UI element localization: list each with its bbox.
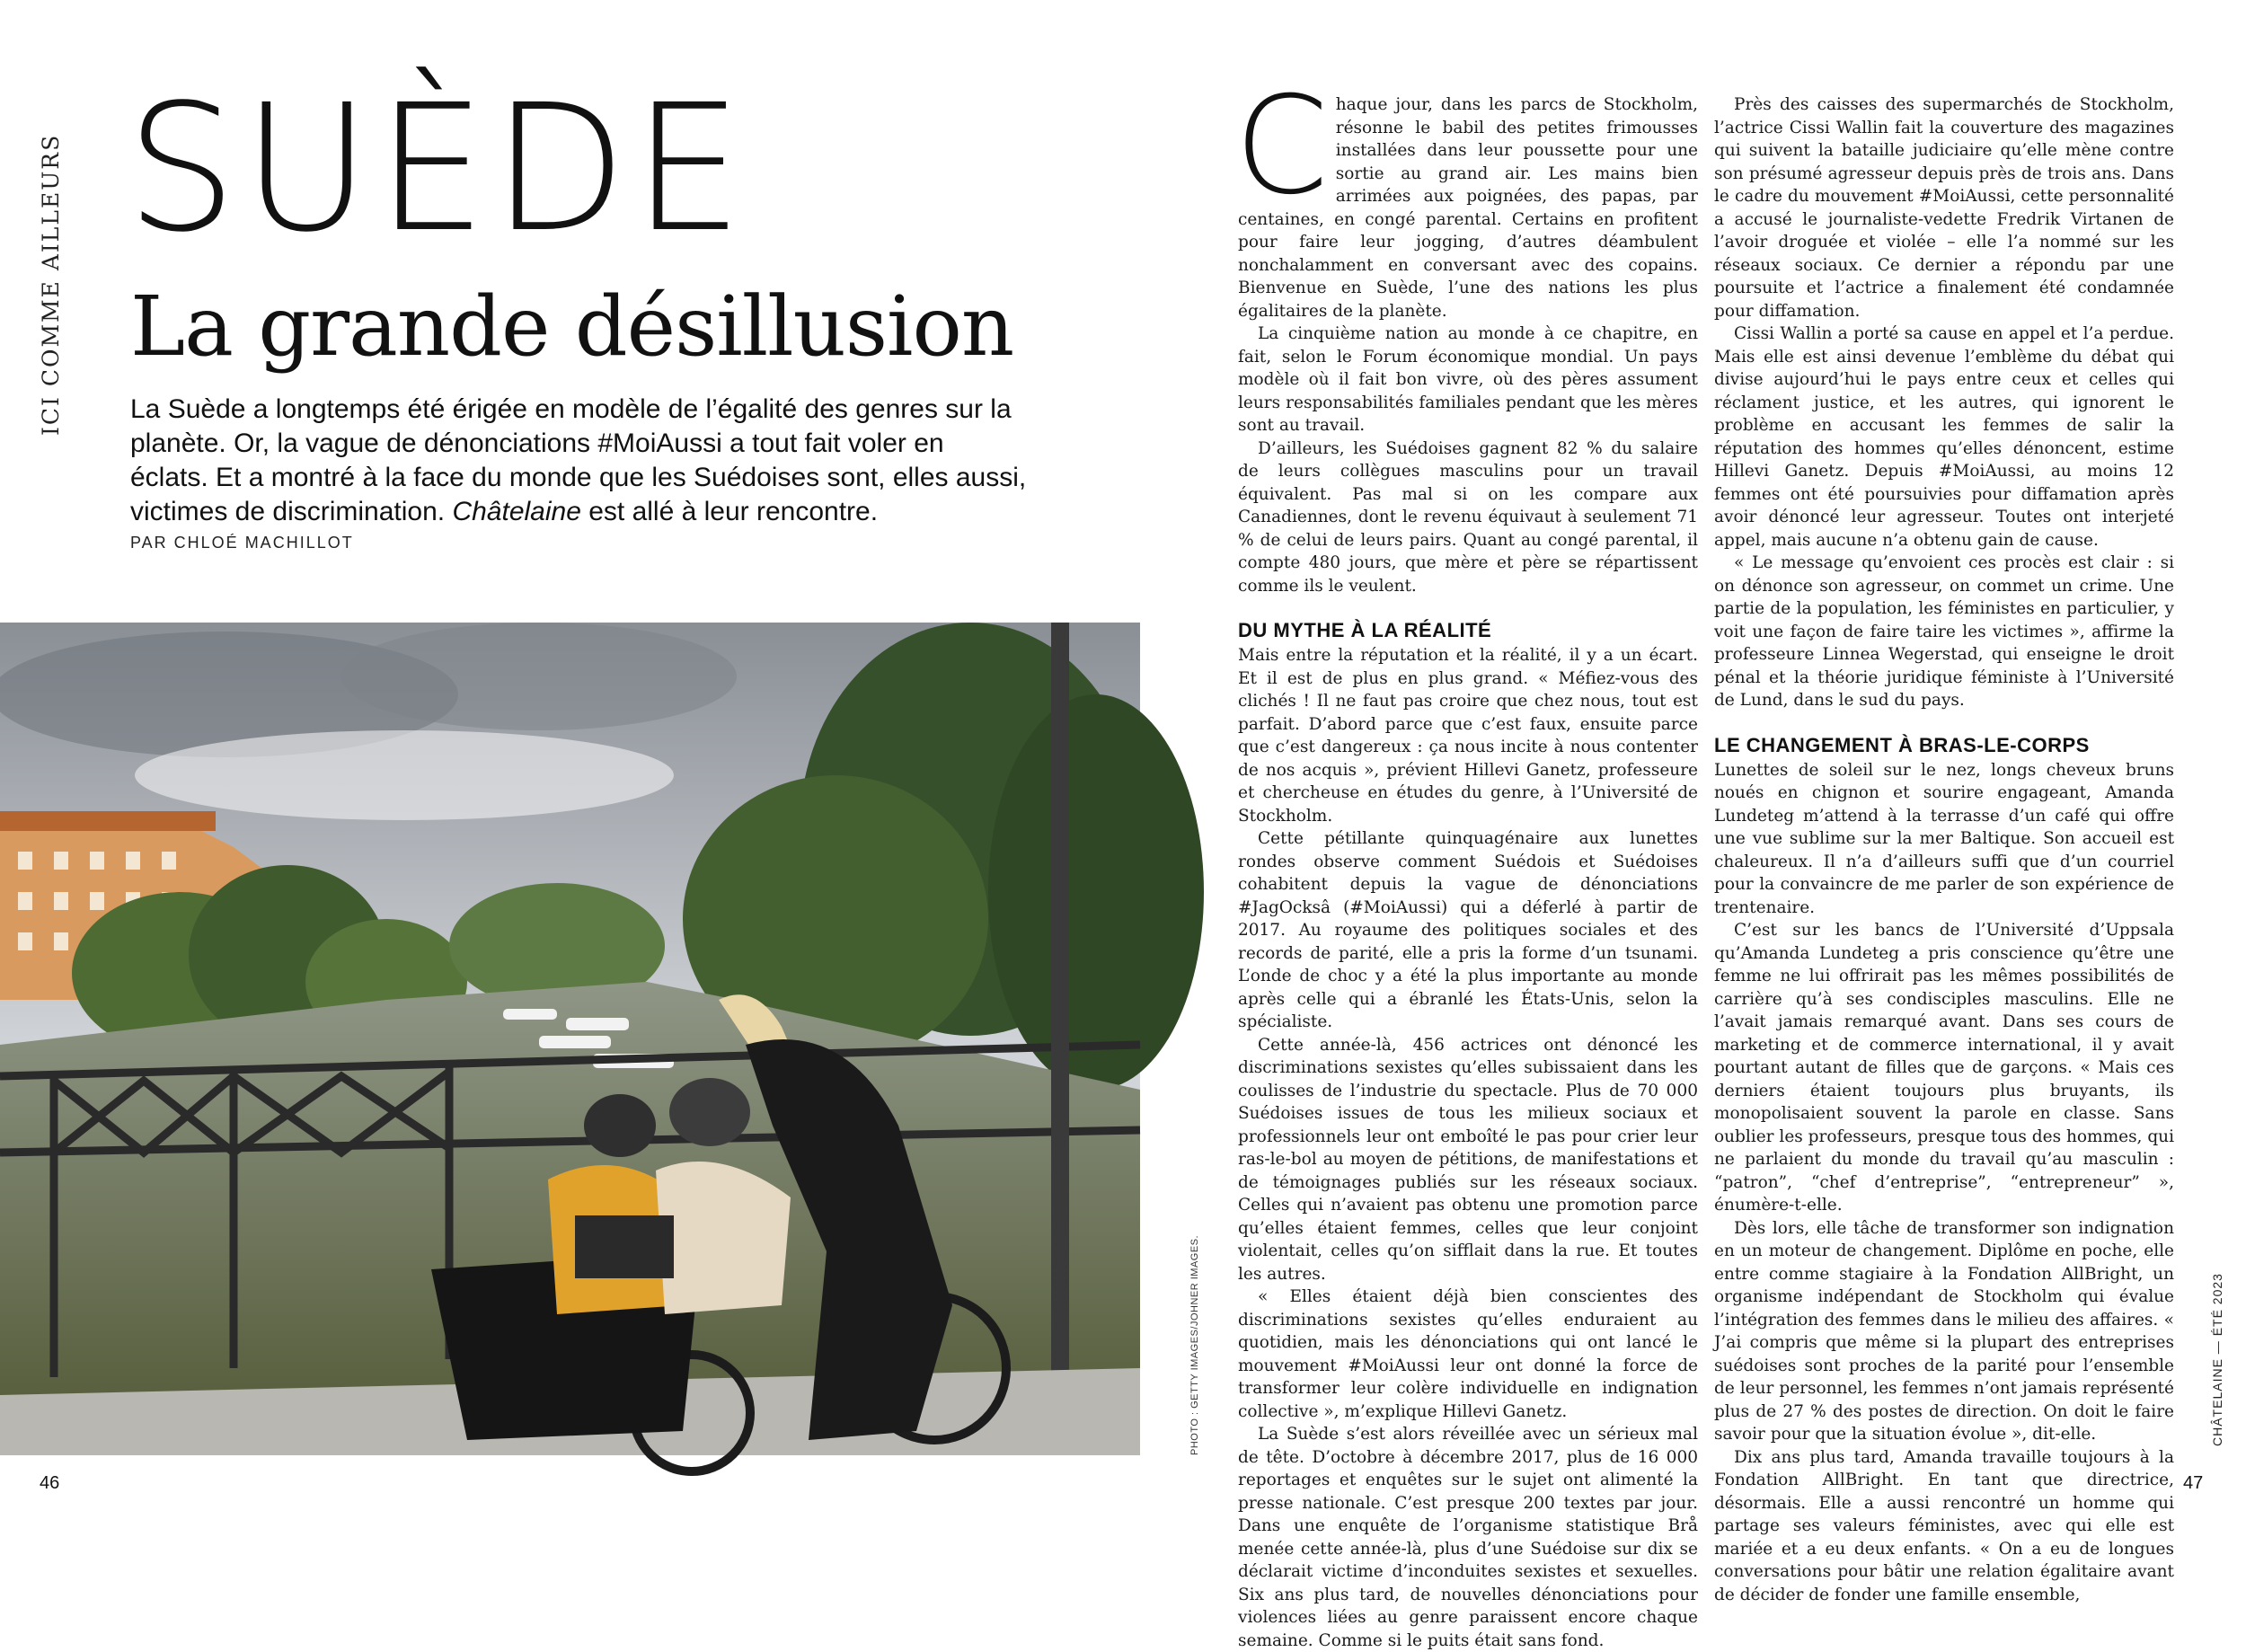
article-paragraph: « Elles étaient déjà bien conscientes des discriminations sexistes qu’elles enduraient au quotidien, mais les dénonciations qui ont lancé le mouvement #MoiAussi leur ont donné la force de transformer leur colère individuelle en indignation collective », m’explique Hillevi Ganetz. (1238, 1287, 1698, 1421)
standfirst-text: La Suède a longtemps été érigée en modèle de l’égalité des genres sur la planète. Or, la vague de dénonciations #MoiAussi a tout fait voler en éclats. Et a montré à la face du monde que les Suédoises sont, elles aussi, victimes de discrimination. (130, 394, 1027, 526)
article-paragraph (1234, 68, 1698, 322)
feature-photo (0, 623, 1140, 1455)
article-paragraph: « Le message qu’envoient ces procès est clair : si on dénonce son agresseur, on commet un crime. Une partie de la population, les féministes en particulier, y voit une façon de faire taire les victimes », affirme la professeure Linnea Wegerstad, qui enseigne le droit pénal et la théorie juridique féministe à l’Université de Lund, dans le sud du pays. (1714, 553, 2174, 710)
running-foot-text: CHÂTELAINE — ÉTÉ 2023 (2210, 1273, 2224, 1446)
article-paragraph: D’ailleurs, les Suédoises gagnent 82 % du salaire de leurs collègues masculins pour un travail équivalent. Pas mal si on les compare aux Canadiennes, dont le revenu équivaut à seulement 71 % de celui de leurs pairs. Quant au congé parental, il compte 480 jours, que mère et père se répartissent comme ils le veulent. (1238, 438, 1698, 596)
article-paragraph: Cette année-là, 456 actrices ont dénoncé les discriminations sexistes qu’elles subissaient dans les coulisses de l’industrie du spectacle. Plus de 70 000 Suédoises issues de tous les milieux sociaux et professionnels leur ont emboîté le pas pour crier leur ras-le-bol au moyen de pétitions, de manifestations et de témoignages publiés sur les réseaux sociaux. Celles qui n’avaient pas obtenu une promotion parce qu’elles étaient femmes, celles que leur conjoint violentait, celles qu’on sifflait dans la rue. Et toutes les autres. (1238, 1035, 1698, 1284)
section-tag (27, 94, 72, 436)
running-foot (2196, 1273, 2224, 1446)
article-column-1 (1234, 68, 1698, 1650)
standfirst (130, 393, 1029, 529)
article-paragraph: Lunettes de soleil sur le nez, longs cheveux bruns noués en chignon et sourire engageant, Amanda Lundeteg m’attend à la terrasse d’un café qui offre une vue sublime sur la mer Baltique. Son accueil est chaleureux. Il n’a d’ailleurs suffi que d’un courriel pour la convaincre de me parler de son expérience de trentenaire. (1714, 760, 2174, 917)
byline: PAR CHLOÉ MACHILLOT (130, 534, 354, 552)
article-paragraph: Dix ans plus tard, Amanda travaille toujours à la Fondation AllBright. En tant que directrice, désormais. Elle a aussi rencontré un homme qui partage ses valeurs féministes, avec qui elle est mariée et a eu deux enfants. « On a eu de longues conversations pour bâtir une relation égalitaire avant de décider de fonder une famille ensemble, (1714, 1447, 2174, 1604)
article-paragraph: Mais entre la réputation et la réalité, il y a un écart. Et il est de plus en plus grand. « Méfiez-vous des clichés ! Il ne faut pas croire que chez nous, tout est parfait. D’abord parce que c’est faux, ensuite parce que c’est dangereux : ça nous incite à nous contenter de nos acquis », prévient Hillevi Ganetz, professeure et chercheuse en études du genre, à l’Université de Stockholm. (1238, 646, 1698, 826)
page-number-right: 47 (2183, 1473, 2204, 1493)
section-tag-text: ICI COMME AILLEURS (38, 133, 64, 436)
article-paragraph: La Suède s’est alors réveillée avec un sérieux mal de tête. D’octobre à décembre 2017, plus de 16 000 reportages et enquêtes sur le sujet ont alimenté la presse nationale. C’est presque 200 textes par jour. Dans une enquête de l’organisme statistique Brå menée cette année-là, plus d’une Suédoise sur dix se déclarait victime d’inconduites sexistes et sexuelles. Six ans plus tard, de nouvelles dénonciations pour violences liées au genre paraissent encore chaque semaine. Comme si le puits était sans fond. (1238, 1425, 1698, 1650)
article-paragraph: C’est sur les bancs de l’Université d’Uppsala qu’Amanda Lundeteg a pris conscience qu’être une femme ne lui offrirait pas les mêmes possibilités de carrière qu’à ses condisciples masculins. Elle ne l’avait jamais remarqué avant. Dans ses cours de marketing et de commerce international, il y avait pourtant autant de filles que de garçons. « Mais ces derniers étaient toujours plus bruyants, ils monopolisaient souvent la parole en classe. Sans oublier les professeurs, presque tous des hommes, qui ne parlaient du monde du travail qu’au masculin : “patron”, “chef d’entreprise”, “entrepreneur” », énumère-t-elle. (1714, 921, 2174, 1215)
article-paragraph: Cissi Wallin a porté sa cause en appel et l’a perdue. Mais elle est ainsi devenue l’emblème du débat qui divise aujourd’hui le pays entre ceux et celles qui réclament justice, et les autres, qui ignorent le problème en accusant les femmes de salir la réputation des hommes qu’elles dénoncent, estime Hillevi Ganetz. Depuis #MoiAussi, au moins 12 femmes ont été poursuivies pour diffamation après avoir dénoncé leur agresseur. Toutes ont interjeté appel, mais aucune n’a obtenu gain de cause. (1714, 324, 2174, 550)
magazine-name: Châtelaine (452, 497, 581, 526)
article-column-2 (1714, 93, 2174, 1604)
section-heading: DU MYTHE À LA RÉALITÉ (1238, 619, 1492, 641)
paragraph-text: haque jour, dans les parcs de Stockholm, résonne le babil des petites frimousses installées dans leur poussette pour une sortie au grand air. Les mains bien arrimées aux poignées, des papas, par centaines, en congé parental. Certains en profitent pour faire leur jogging, d’autres déambulent nonchalamment en conversant avec des copains. Bienvenue en Suède, l’une des nations les plus égalitaires de la planète. (1238, 95, 1698, 321)
article-paragraph: Près des caisses des supermarchés de Stockholm, l’actrice Cissi Wallin fait la couverture des magazines qui suivent la bataille judiciaire qu’elle mène contre son présumé agresseur depuis près de trois ans. Dans le cadre du mouvement #MoiAussi, cette personnalité a accusé le journaliste-vedette Fredrik Virtanen de l’avoir droguée et violée – elle l’a nommé sur les réseaux sociaux. Ce dernier a répondu par une poursuite et l’actrice a finalement été condamnée pour diffamation. (1714, 95, 2174, 321)
subheadline: La grande désillusion (130, 278, 1014, 375)
standfirst-end: est allé à leur rencontre. (580, 497, 879, 526)
headline: SUÈDE (126, 66, 749, 270)
article-paragraph: Cette pétillante quinquagénaire aux lunettes rondes observe comment Suédois et Suédoises cohabitent depuis la vague de dénonciations #JagOcksâ (#MoiAussi) qui a déferlé à partir de 2017. Au royaume des politiques sociales et des records de parité, elle a pris la forme d’un tsunami. L’onde de choc y a été la plus importante au monde après celle qui a ébranlé les États-Unis, selon la spécialiste. (1238, 829, 1698, 1031)
photo-credit (1177, 1234, 1204, 1455)
photo-credit-text: PHOTO : GETTY IMAGES/JOHNER IMAGES. (1189, 1234, 1200, 1455)
article-paragraph: Dès lors, elle tâche de transformer son indignation en un moteur de changement. Diplôme en poche, elle entre comme stagiaire à la Fondation AllBright, un organisme indépendant de Stockholm qui évalue l’intégration des femmes dans le milieu des affaires. « J’ai compris que même si la plupart des entreprises suédoises sont proches de la parité pour l’ensemble de leur personnel, les femmes n’ont jamais représenté plus de 27 % des postes de direction. On doit le faire savoir pour que la situation évolue », dit-elle. (1714, 1218, 2174, 1444)
page-number-left: 46 (40, 1473, 60, 1493)
drop-cap: C (1234, 68, 1329, 225)
article-paragraph: La cinquième nation au monde à ce chapitre, en fait, selon le Forum économique mondial. Un pays modèle où il fait bon vivre, où des pères assument leurs responsabilités familiales pendant que les mères sont au travail. (1238, 324, 1698, 435)
section-heading: LE CHANGEMENT À BRAS-LE-CORPS (1714, 733, 2090, 756)
